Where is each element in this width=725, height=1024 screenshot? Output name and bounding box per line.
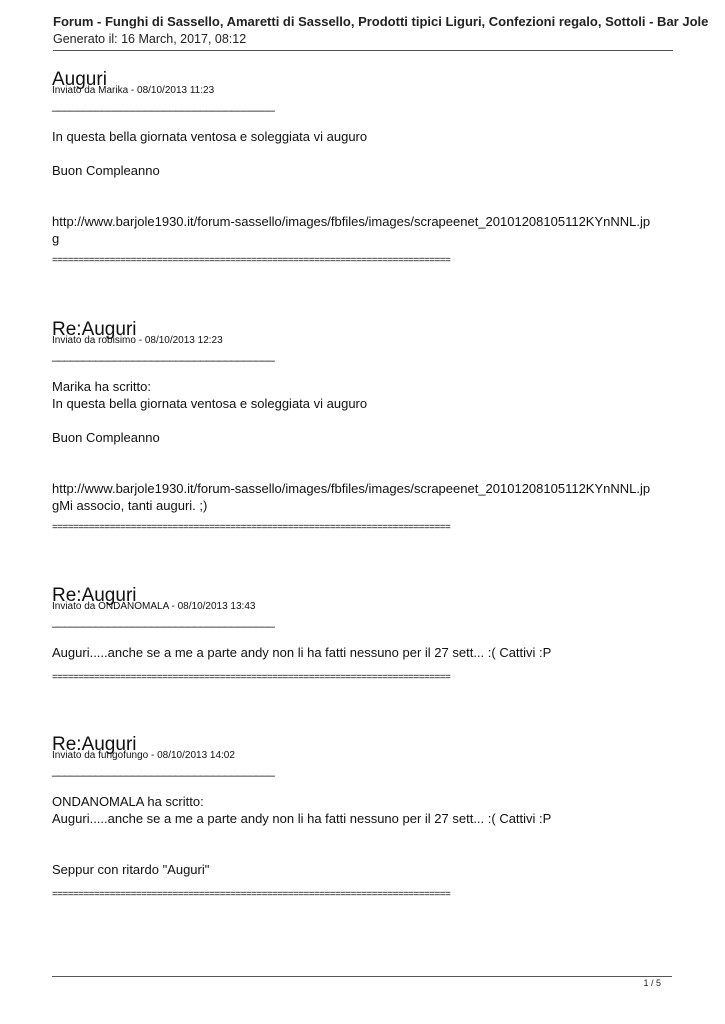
header-divider <box>53 50 673 51</box>
post-line <box>52 412 677 429</box>
forum-post <box>52 586 677 684</box>
footer-divider <box>52 976 672 977</box>
post-line: Buon Compleanno <box>52 163 160 178</box>
post-line: g <box>52 231 60 246</box>
post-line: http://www.barjole1930.it/forum-sassello/images/fbfiles/images/scrapeenet_20101208105112KYnNNL.jp <box>52 214 651 229</box>
post-title: Re:Auguri <box>52 319 137 340</box>
post-meta: Inviato da robisimo - 08/10/2013 12:23 <box>52 335 223 346</box>
post-separator: ============================================================================ <box>52 672 451 683</box>
page-header <box>53 14 725 47</box>
post-underline: ____________________________________ <box>52 763 275 777</box>
post-separator: ============================================================================ <box>52 255 451 266</box>
post-title: Auguri <box>52 69 107 90</box>
post-separator: ============================================================================ <box>52 522 451 533</box>
post-line: Auguri.....anche se a me a parte andy non li ha fatti nessuno per il 27 sett... :( Cattivi :P <box>52 811 552 826</box>
post-meta: Inviato da fungofungo - 08/10/2013 14:02 <box>52 750 235 761</box>
document-title: Forum - Funghi di Sassello, Amaretti di Sassello, Prodotti tipici Liguri, Confezioni regalo, Sottoli - Bar Jole <box>53 14 709 29</box>
post-line: In questa bella giornata ventosa e soleggiata vi auguro <box>52 396 368 411</box>
page-number: 1 / 5 <box>643 978 661 988</box>
post-line: http://www.barjole1930.it/forum-sassello/images/fbfiles/images/scrapeenet_20101208105112KYnNNL.jp <box>52 481 651 496</box>
post-line: Marika ha scritto: <box>52 379 151 394</box>
post-title: Re:Auguri <box>52 585 137 606</box>
post-underline: ____________________________________ <box>52 98 275 112</box>
post-separator: ============================================================================ <box>52 889 451 900</box>
post-line: ONDANOMALA ha scritto: <box>52 794 204 809</box>
post-line <box>52 827 677 844</box>
post-meta: Inviato da Marika - 08/10/2013 11:23 <box>52 85 215 96</box>
forum-post <box>52 735 677 901</box>
forum-post <box>52 70 677 267</box>
generated-date: Generato il: 16 March, 2017, 08:12 <box>53 32 247 46</box>
post-line: gMi associo, tanti auguri. ;) <box>52 498 208 513</box>
post-line <box>52 196 677 213</box>
post-line: In questa bella giornata ventosa e soleggiata vi auguro <box>52 129 368 144</box>
post-underline: ____________________________________ <box>52 348 275 362</box>
post-line: Seppur con ritardo "Auguri" <box>52 862 210 877</box>
post-body <box>52 128 677 247</box>
post-line <box>52 463 677 480</box>
post-line <box>52 145 677 162</box>
post-title: Re:Auguri <box>52 734 137 755</box>
post-body <box>52 793 677 878</box>
post-line <box>52 446 677 463</box>
post-line: Auguri.....anche se a me a parte andy non li ha fatti nessuno per il 27 sett... :( Cattivi :P <box>52 645 552 660</box>
post-line <box>52 844 677 861</box>
post-meta: Inviato da ONDANOMALA - 08/10/2013 13:43 <box>52 601 256 612</box>
forum-post <box>52 320 677 534</box>
post-body <box>52 378 677 514</box>
post-body <box>52 644 677 661</box>
post-line: Buon Compleanno <box>52 430 160 445</box>
post-line <box>52 179 677 196</box>
post-underline: ____________________________________ <box>52 614 275 628</box>
